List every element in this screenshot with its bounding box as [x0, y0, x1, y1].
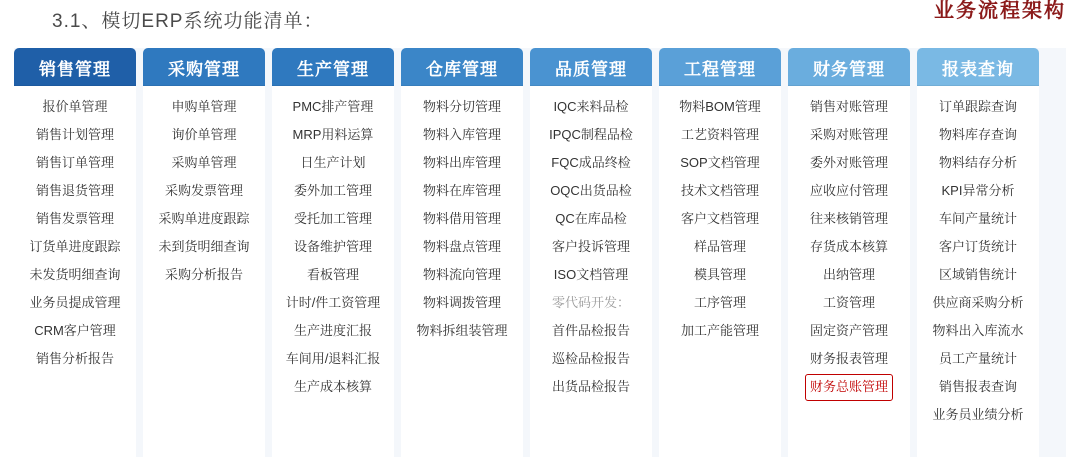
function-item[interactable]: 物料BOM管理 — [679, 99, 761, 114]
function-item[interactable]: 物料库存查询 — [938, 127, 1017, 142]
page-title: 3.1、模切ERP系统功能清单： — [52, 11, 324, 32]
function-column — [917, 48, 1039, 457]
function-item[interactable]: 看板管理 — [306, 267, 359, 282]
function-item[interactable]: 物料入库管理 — [422, 127, 501, 142]
column-header[interactable]: 销售管理 — [14, 48, 136, 86]
function-item[interactable]: 物料出库管理 — [422, 155, 501, 170]
column-item-list — [917, 86, 1039, 457]
function-item[interactable]: 日生产计划 — [300, 155, 366, 170]
function-item[interactable]: 物料调拨管理 — [422, 295, 501, 310]
function-column — [401, 48, 523, 457]
function-item[interactable]: 订单跟踪查询 — [938, 99, 1017, 114]
function-item: 零代码开发： — [551, 295, 630, 310]
function-item[interactable]: 样品管理 — [693, 239, 746, 254]
function-item[interactable]: 往来核销管理 — [809, 211, 888, 226]
function-item[interactable]: 固定资产管理 — [809, 323, 888, 338]
function-item[interactable]: 客户投诉管理 — [551, 239, 630, 254]
column-item-list — [401, 86, 523, 457]
function-item[interactable]: 销售发票管理 — [35, 211, 114, 226]
function-item-highlighted[interactable]: 财务总账管理 — [805, 374, 893, 401]
column-header[interactable]: 生产管理 — [272, 48, 394, 86]
function-item[interactable]: 物料在库管理 — [422, 183, 501, 198]
function-item[interactable]: 加工产能管理 — [680, 323, 759, 338]
erp-function-board — [14, 48, 1066, 457]
function-item[interactable]: 巡检品检报告 — [551, 351, 630, 366]
function-item[interactable]: 区域销售统计 — [938, 267, 1017, 282]
function-item[interactable]: CRM客户管理 — [34, 323, 116, 338]
function-item[interactable]: 业务员业绩分析 — [932, 407, 1024, 422]
function-item[interactable]: 业务员提成管理 — [29, 295, 121, 310]
function-column — [530, 48, 652, 457]
function-item[interactable]: 销售报表查询 — [938, 379, 1017, 394]
function-item[interactable]: 工序管理 — [693, 295, 746, 310]
function-item[interactable]: 财务报表管理 — [809, 351, 888, 366]
column-item-list — [530, 86, 652, 457]
function-item[interactable]: 设备维护管理 — [293, 239, 372, 254]
function-item[interactable]: 报价单管理 — [42, 99, 108, 114]
function-item[interactable]: 物料借用管理 — [422, 211, 501, 226]
function-item[interactable]: 未到货明细查询 — [158, 239, 250, 254]
function-item[interactable]: 生产进度汇报 — [293, 323, 372, 338]
function-item[interactable]: 应收应付管理 — [809, 183, 888, 198]
function-item[interactable]: 存货成本核算 — [809, 239, 888, 254]
column-item-list — [788, 86, 910, 457]
function-item[interactable]: MRP用料运算 — [292, 127, 374, 142]
function-item[interactable]: 申购单管理 — [171, 99, 237, 114]
column-header[interactable]: 工程管理 — [659, 48, 781, 86]
function-item[interactable]: 车间产量统计 — [938, 211, 1017, 226]
function-item[interactable]: 委外加工管理 — [293, 183, 372, 198]
corner-watermark: 业务流程架构 — [934, 0, 1066, 22]
function-item[interactable]: 物料盘点管理 — [422, 239, 501, 254]
function-item[interactable]: 采购分析报告 — [164, 267, 243, 282]
function-column — [659, 48, 781, 457]
column-item-list — [272, 86, 394, 457]
function-item[interactable]: SOP文档管理 — [680, 155, 760, 170]
function-item[interactable]: 销售退货管理 — [35, 183, 114, 198]
function-item[interactable]: 采购单进度跟踪 — [158, 211, 250, 226]
function-item[interactable]: 客户文档管理 — [680, 211, 759, 226]
function-item[interactable]: 车间用/退料汇报 — [285, 351, 381, 366]
function-item[interactable]: 采购发票管理 — [164, 183, 243, 198]
function-item[interactable]: 受托加工管理 — [293, 211, 372, 226]
function-item[interactable]: FQC成品终检 — [551, 155, 631, 170]
function-item[interactable]: ISO文档管理 — [553, 267, 629, 282]
column-header[interactable]: 报表查询 — [917, 48, 1039, 86]
function-item[interactable]: 出纳管理 — [822, 267, 875, 282]
column-header[interactable]: 仓库管理 — [401, 48, 523, 86]
function-item[interactable]: OQC出货品检 — [550, 183, 632, 198]
function-item[interactable]: 出货品检报告 — [551, 379, 630, 394]
function-column — [143, 48, 265, 457]
function-item[interactable]: 工资管理 — [822, 295, 875, 310]
function-item[interactable]: KPI异常分析 — [941, 183, 1015, 198]
column-header[interactable]: 品质管理 — [530, 48, 652, 86]
column-header[interactable]: 财务管理 — [788, 48, 910, 86]
function-item[interactable]: 员工产量统计 — [938, 351, 1017, 366]
function-item[interactable]: 委外对账管理 — [809, 155, 888, 170]
function-item[interactable]: 未发货明细查询 — [29, 267, 121, 282]
function-item[interactable]: 销售订单管理 — [35, 155, 114, 170]
function-item[interactable]: 物料拆组装管理 — [416, 323, 508, 338]
function-item[interactable]: 模具管理 — [693, 267, 746, 282]
function-item[interactable]: 工艺资料管理 — [680, 127, 759, 142]
function-item[interactable]: 客户订货统计 — [938, 239, 1017, 254]
function-item[interactable]: PMC排产管理 — [292, 99, 374, 114]
function-item[interactable]: 采购单管理 — [171, 155, 237, 170]
column-item-list — [659, 86, 781, 457]
function-item[interactable]: 计时/件工资管理 — [285, 295, 381, 310]
function-item[interactable]: QC在库品检 — [555, 211, 627, 226]
function-item[interactable]: 采购对账管理 — [809, 127, 888, 142]
function-column — [14, 48, 136, 457]
function-item[interactable]: IPQC制程品检 — [549, 127, 633, 142]
function-item[interactable]: 销售对账管理 — [809, 99, 888, 114]
function-item[interactable]: IQC来料品检 — [553, 99, 629, 114]
function-item[interactable]: 询价单管理 — [171, 127, 237, 142]
function-column — [788, 48, 910, 457]
function-item[interactable]: 物料分切管理 — [422, 99, 501, 114]
function-column — [272, 48, 394, 457]
function-item[interactable]: 物料结存分析 — [938, 155, 1017, 170]
function-item[interactable]: 供应商采购分析 — [932, 295, 1024, 310]
function-item[interactable]: 物料出入库流水 — [932, 323, 1024, 338]
function-item[interactable]: 销售计划管理 — [35, 127, 114, 142]
column-item-list — [14, 86, 136, 457]
column-item-list — [143, 86, 265, 457]
function-item[interactable]: 生产成本核算 — [293, 379, 372, 394]
function-item[interactable]: 物料流向管理 — [422, 267, 501, 282]
function-item[interactable]: 技术文档管理 — [680, 183, 759, 198]
function-item[interactable]: 首件品检报告 — [551, 323, 630, 338]
function-item[interactable]: 销售分析报告 — [35, 351, 114, 366]
function-item[interactable]: 订货单进度跟踪 — [29, 239, 121, 254]
column-header[interactable]: 采购管理 — [143, 48, 265, 86]
